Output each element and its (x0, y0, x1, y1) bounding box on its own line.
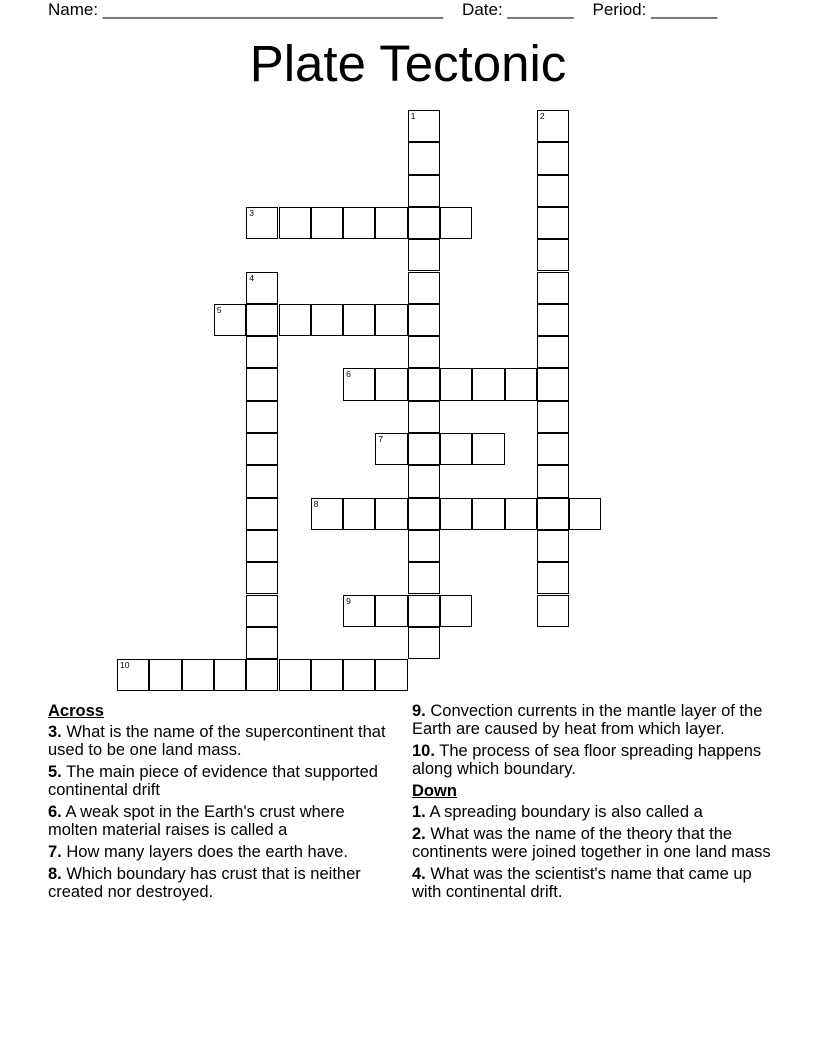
crossword-cell[interactable] (279, 304, 311, 336)
crossword-cell[interactable] (408, 239, 440, 271)
crossword-cell[interactable] (246, 368, 278, 400)
crossword-cell[interactable] (246, 401, 278, 433)
crossword-cell[interactable] (408, 207, 440, 239)
crossword-cell[interactable] (408, 110, 440, 142)
crossword-cell[interactable] (182, 659, 214, 691)
clue-number: 5 (216, 304, 222, 315)
crossword-cell[interactable] (246, 336, 278, 368)
clue-across-7: 7. How many layers does the earth have. (48, 843, 348, 861)
crossword-cell[interactable] (117, 659, 149, 691)
name-date-period-line: Name: ____________________________________ Date: _______ Period: _______ (48, 0, 718, 19)
crossword-cell[interactable] (505, 498, 537, 530)
crossword-cell[interactable] (440, 207, 472, 239)
across-heading: Across (48, 702, 104, 720)
crossword-cell[interactable] (279, 207, 311, 239)
crossword-cell[interactable] (472, 368, 504, 400)
clues-left-column (48, 702, 388, 905)
crossword-cell[interactable] (343, 498, 375, 530)
clue-number: 3 (249, 207, 254, 218)
crossword-cell[interactable] (375, 207, 407, 239)
crossword-cell[interactable] (408, 433, 440, 465)
crossword-cell[interactable] (214, 304, 246, 336)
crossword-cell[interactable] (408, 272, 440, 304)
crossword-cell[interactable] (537, 239, 569, 271)
crossword-cell[interactable] (246, 562, 278, 594)
crossword-cell[interactable] (246, 304, 278, 336)
crossword-cell[interactable] (246, 433, 278, 465)
crossword-cell[interactable] (343, 207, 375, 239)
clue-number: 2 (539, 111, 545, 121)
clue-across-10: 10. The process of sea floor spreading happens along which boundary. (412, 742, 762, 778)
down-heading: Down (412, 782, 457, 800)
clue-down-2: 2. What was the name of the theory that the continents were joined together in one land mass (412, 825, 771, 861)
clue-down-1: 1. A spreading boundary is also called a (412, 803, 703, 821)
clue-number: 10 (120, 660, 130, 671)
clue-across-5: 5. The main piece of evidence that supported continental drift (48, 763, 378, 799)
clues-right-column (412, 702, 772, 905)
crossword-cell[interactable] (246, 465, 278, 497)
crossword-cell[interactable] (408, 304, 440, 336)
crossword-cell[interactable] (537, 272, 569, 304)
crossword-cell[interactable] (537, 336, 569, 368)
clue-number: 1 (410, 111, 416, 121)
clue-across-9: 9. Convection currents in the mantle layer of the Earth are caused by heat from which layer. (412, 702, 763, 738)
crossword-cell[interactable] (537, 595, 569, 627)
crossword-cell[interactable] (569, 498, 601, 530)
clue-number: 9 (346, 595, 351, 606)
crossword-cell[interactable] (246, 659, 278, 691)
crossword-cell[interactable] (472, 433, 504, 465)
crossword-cell[interactable] (472, 498, 504, 530)
crossword-cell[interactable] (343, 659, 375, 691)
crossword-cell[interactable] (440, 498, 472, 530)
crossword-cell[interactable] (375, 659, 407, 691)
crossword-cell[interactable] (408, 142, 440, 174)
crossword-cell[interactable] (343, 368, 375, 400)
crossword-cell[interactable] (246, 595, 278, 627)
crossword-cell[interactable] (537, 368, 569, 400)
crossword-cell[interactable] (149, 659, 181, 691)
crossword-cell[interactable] (375, 368, 407, 400)
crossword-cell[interactable] (408, 627, 440, 659)
crossword-cell[interactable] (279, 659, 311, 691)
clue-across-6: 6. A weak spot in the Earth's crust where molten material raises is called a (48, 803, 345, 839)
clue-across-8: 8. Which boundary has crust that is neither created nor destroyed. (48, 865, 361, 901)
crossword-cell[interactable] (505, 368, 537, 400)
crossword-cell[interactable] (375, 498, 407, 530)
crossword-cell[interactable] (408, 595, 440, 627)
clue-across-3: 3. What is the name of the supercontinent that used to be one land mass. (48, 723, 386, 759)
crossword-cell[interactable] (246, 498, 278, 530)
clue-number: 7 (378, 434, 384, 444)
crossword-cell[interactable] (408, 401, 440, 433)
crossword-cell[interactable] (537, 562, 569, 594)
crossword-cell[interactable] (408, 530, 440, 562)
crossword-cell[interactable] (408, 175, 440, 207)
clue-number: 8 (313, 498, 319, 509)
crossword-cell[interactable] (214, 659, 246, 691)
crossword-cell[interactable] (440, 595, 472, 627)
crossword-cell[interactable] (408, 336, 440, 368)
crossword-cell[interactable] (343, 304, 375, 336)
crossword-cell[interactable] (311, 659, 343, 691)
crossword-cell[interactable] (375, 304, 407, 336)
crossword-cell[interactable] (537, 433, 569, 465)
page-title: Plate Tectonic (249, 35, 567, 92)
crossword-cell[interactable] (537, 175, 569, 207)
crossword-cell[interactable] (537, 304, 569, 336)
crossword-cell[interactable] (246, 530, 278, 562)
crossword-cell[interactable] (246, 627, 278, 659)
crossword-cell[interactable] (440, 433, 472, 465)
clue-number: 4 (249, 272, 254, 283)
crossword-cell[interactable] (375, 595, 407, 627)
crossword-cell[interactable] (408, 368, 440, 400)
crossword-cell[interactable] (246, 207, 278, 239)
crossword-cell[interactable] (537, 142, 569, 174)
crossword-cell[interactable] (537, 401, 569, 433)
clue-down-4: 4. What was the scientist's name that came up with continental drift. (412, 865, 752, 901)
crossword-cell[interactable] (537, 465, 569, 497)
crossword-cell[interactable] (311, 304, 343, 336)
crossword-cell[interactable] (343, 595, 375, 627)
crossword-cell[interactable] (408, 562, 440, 594)
crossword-cell[interactable] (375, 433, 407, 465)
crossword-cell[interactable] (440, 368, 472, 400)
crossword-cell[interactable] (246, 272, 278, 304)
crossword-cell[interactable] (537, 498, 569, 530)
crossword-cell[interactable] (408, 465, 440, 497)
clue-number: 6 (346, 369, 351, 380)
crossword-cell[interactable] (537, 110, 569, 142)
crossword-cell[interactable] (311, 498, 343, 530)
crossword-cell[interactable] (311, 207, 343, 239)
crossword-cell[interactable] (537, 530, 569, 562)
crossword-cell[interactable] (408, 498, 440, 530)
crossword-cell[interactable] (537, 207, 569, 239)
